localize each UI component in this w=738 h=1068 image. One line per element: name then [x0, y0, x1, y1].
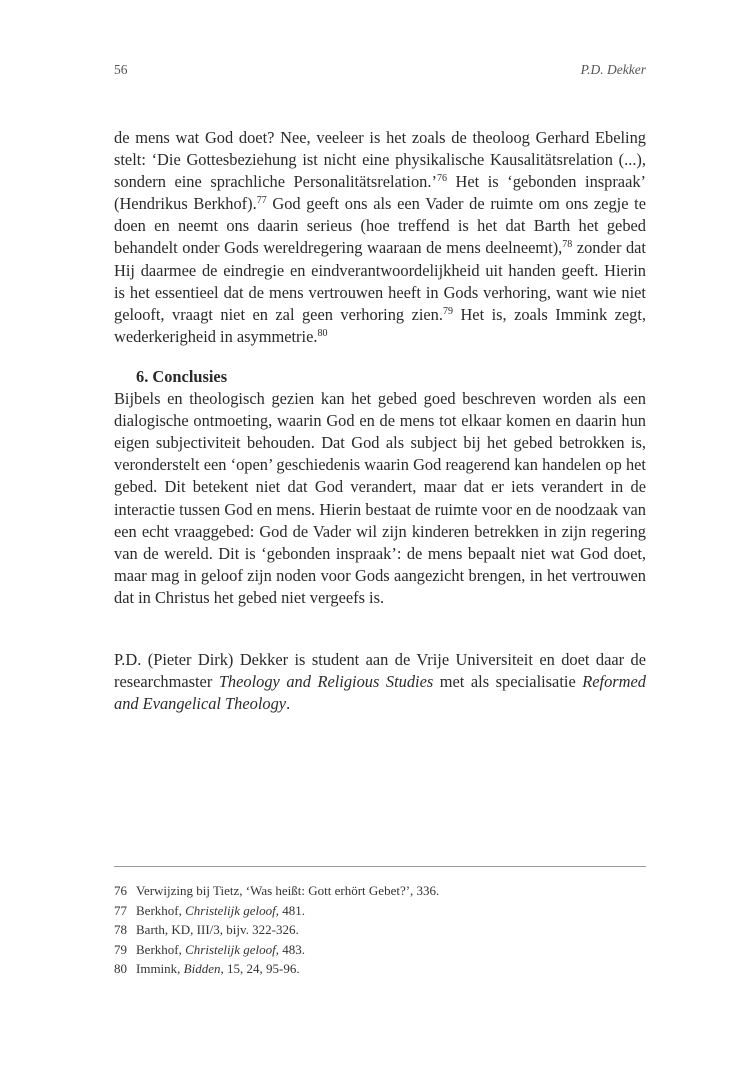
paragraph-text: de mens wat God doet? Nee, veeleer is het zoals de theoloog Gerhard Ebeling stelt: ‘Die Gottesbeziehung ist nicht eine physikalische Kausalitätsrelation (...), sondern eine sprachliche Personalitätsrelation.’ [114, 128, 646, 192]
footnote [114, 959, 646, 979]
footnote-text: Verwijzing bij Tietz, ‘Was heißt: Gott erhört Gebet?’, 336. [136, 883, 440, 898]
author-bio [114, 649, 646, 715]
section-paragraph: Bijbels en theologisch gezien kan het gebed goed beschreven worden als een dialogische ontmoeting, waarin God en de mens tot elkaar komen en daarin hun eigen subjectiviteit behouden. Dat God als subject bij het gebed betrokken is, veronderstelt een ‘open’ geschiedenis waarin God reagerend kan handelen op het gebed. Dit betekent niet dat God verandert, maar dat er iets verandert in de interactie tussen God en mens. Hierin bestaat de ruimte voor en de noodzaak van een echt vraaggebed: God de Vader wil zijn kinderen betrekken in zijn regering van de wereld. Dit is ‘gebonden inspraak’: de mens bepaalt niet wat God doet, maar mag in geloof zijn noden voor Gods aangezicht brengen, in het vertrouwen dat in Christus het gebed niet vergeefs is. [114, 389, 646, 607]
paragraph-intro [114, 127, 646, 348]
page-number: 56 [114, 62, 128, 77]
footnote-number: 76 [114, 883, 127, 898]
footnote-ref-78[interactable]: 78 [562, 239, 573, 251]
footnote-ref-80[interactable]: 80 [317, 327, 328, 339]
footnote-ref-76[interactable]: 76 [436, 173, 447, 185]
paragraph-text: Het is, zoals Immink zegt, wederkerigheid in asymmetrie. [114, 304, 646, 346]
main-text [114, 127, 646, 715]
bio-text: met als specialisatie [433, 672, 583, 692]
footnote-number: 77 [114, 902, 127, 918]
bio-specialisation: Reformed and Evangelical Theology [114, 672, 646, 714]
footnote-text: Barth, KD, III/3, bijv. 322-326. [136, 922, 299, 938]
spacer [114, 348, 646, 366]
paragraph-text: God geeft ons als een Vader de ruimte om ons zegje te doen en neemt ons daarin serieus (hoe treffend is het dat Barth het gebed behandelt onder Gods wereldregering waaraan de mens deelneemt), [114, 194, 646, 258]
footnote-ref-79[interactable]: 79 [442, 305, 453, 317]
paragraph-text: zonder dat Hij daarmee de eindregie en eindverantwoordelijkheid uit handen geeft. Hierin is het essentieel dat de mens vertrouwen heeft in Gods verhoring, want wie niet gelooft, vraagt niet en zal geen verhoring zien. [114, 238, 646, 324]
bio-text: . [286, 694, 291, 714]
bio-program: Theology and Religious Studies [218, 672, 434, 692]
footnote-text: Berkhof, Christelijk geloof, 483. [136, 941, 305, 957]
bio-text: P.D. (Pieter Dirk) Dekker is student aan de Vrije Universiteit en doet daar de researchmaster [114, 649, 646, 692]
footnote [114, 881, 646, 901]
footnotes [114, 881, 646, 979]
footnote [114, 920, 646, 940]
section-heading: 6. Conclusies [136, 366, 228, 386]
paragraph-text: Het is ‘gebonden inspraak’ (Hendrikus Berkhof). [114, 172, 647, 214]
footnote-number: 80 [114, 961, 127, 977]
footnote-text: Immink, Bidden, 15, 24, 95-96. [136, 961, 300, 977]
running-header-author: P.D. Dekker [580, 62, 646, 77]
footnote-number: 79 [114, 941, 127, 957]
footnote-text: Berkhof, Christelijk geloof, 481. [136, 902, 305, 918]
footnote-divider [114, 866, 646, 867]
footnote [114, 901, 646, 921]
footnote [114, 940, 646, 960]
footnote-ref-77[interactable]: 77 [256, 195, 267, 207]
footnote-number: 78 [114, 922, 127, 938]
